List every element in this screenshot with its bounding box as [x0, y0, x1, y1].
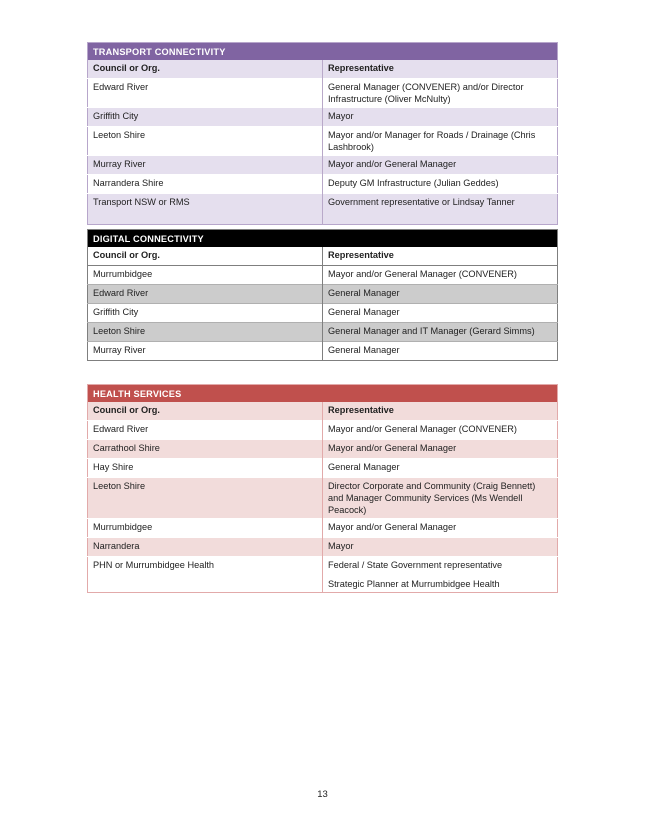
table-row [88, 127, 558, 156]
column-header-council: Council or Org. [88, 402, 323, 421]
column-header-representative: Representative [323, 60, 558, 79]
org-cell: Leeton Shire [88, 127, 323, 156]
rep-cell: General Manager and IT Manager (Gerard Simms) [323, 323, 558, 342]
table-header-row [88, 247, 558, 266]
table-row [88, 323, 558, 342]
rep-cell: Mayor [323, 108, 558, 127]
org-cell: Hay Shire [88, 459, 323, 478]
table-row [88, 79, 558, 108]
table-row [88, 538, 558, 557]
table-row [88, 421, 558, 440]
table-row [88, 194, 558, 225]
column-header-council: Council or Org. [88, 60, 323, 79]
rep-line: Strategic Planner at Murrumbidgee Health [328, 579, 500, 589]
rep-cell: Deputy GM Infrastructure (Julian Geddes) [323, 175, 558, 194]
rep-cell: General Manager [323, 459, 558, 478]
org-cell: Griffith City [88, 108, 323, 127]
table-row [88, 156, 558, 175]
org-cell: Transport NSW or RMS [88, 194, 323, 225]
rep-cell: Mayor and/or General Manager (CONVENER) [323, 421, 558, 440]
org-cell: Edward River [88, 79, 323, 108]
rep-cell: Mayor and/or General Manager [323, 519, 558, 538]
page-number: 13 [317, 789, 328, 800]
table-title-row [88, 385, 558, 403]
org-cell: Edward River [88, 421, 323, 440]
table-row [88, 459, 558, 478]
table-title-row [88, 43, 558, 61]
table-header-row [88, 60, 558, 79]
table-title-row [88, 230, 558, 248]
rep-cell [323, 557, 558, 593]
rep-cell: Government representative or Lindsay Tanner [323, 194, 558, 225]
org-cell: Edward River [88, 285, 323, 304]
org-cell: Murray River [88, 156, 323, 175]
rep-cell: General Manager (CONVENER) and/or Director Infrastructure (Oliver McNulty) [323, 79, 558, 108]
column-header-representative: Representative [323, 247, 558, 266]
rep-cell: General Manager [323, 285, 558, 304]
rep-cell: General Manager [323, 342, 558, 361]
table-title: DIGITAL CONNECTIVITY [88, 230, 558, 248]
org-cell: Murrumbidgee [88, 519, 323, 538]
rep-cell: Mayor and/or General Manager [323, 440, 558, 459]
table-row [88, 478, 558, 519]
rep-line: Federal / State Government representative [328, 560, 503, 570]
column-header-council: Council or Org. [88, 247, 323, 266]
rep-cell: Mayor [323, 538, 558, 557]
table-row [88, 342, 558, 361]
transport-connectivity-table [87, 42, 558, 225]
table-title: HEALTH SERVICES [88, 385, 558, 403]
table-row [88, 175, 558, 194]
org-cell: Leeton Shire [88, 478, 323, 519]
column-header-representative: Representative [323, 402, 558, 421]
table-row [88, 266, 558, 285]
health-services-table [87, 384, 558, 593]
digital-connectivity-table [87, 229, 558, 361]
org-cell: PHN or Murrumbidgee Health [88, 557, 323, 593]
table-title: TRANSPORT CONNECTIVITY [88, 43, 558, 61]
table-row [88, 557, 558, 593]
table-row [88, 285, 558, 304]
table-row [88, 440, 558, 459]
org-cell: Carrathool Shire [88, 440, 323, 459]
table-row [88, 304, 558, 323]
rep-cell: Mayor and/or General Manager [323, 156, 558, 175]
org-cell: Narrandera Shire [88, 175, 323, 194]
rep-cell: Director Corporate and Community (Craig Bennett) and Manager Community Services (Ms Wendell Peacock) [323, 478, 558, 519]
rep-cell: General Manager [323, 304, 558, 323]
org-cell: Leeton Shire [88, 323, 323, 342]
org-cell: Narrandera [88, 538, 323, 557]
org-cell: Murrumbidgee [88, 266, 323, 285]
rep-cell: Mayor and/or Manager for Roads / Drainage (Chris Lashbrook) [323, 127, 558, 156]
table-row [88, 519, 558, 538]
rep-cell: Mayor and/or General Manager (CONVENER) [323, 266, 558, 285]
org-cell: Griffith City [88, 304, 323, 323]
table-row [88, 108, 558, 127]
table-header-row [88, 402, 558, 421]
org-cell: Murray River [88, 342, 323, 361]
